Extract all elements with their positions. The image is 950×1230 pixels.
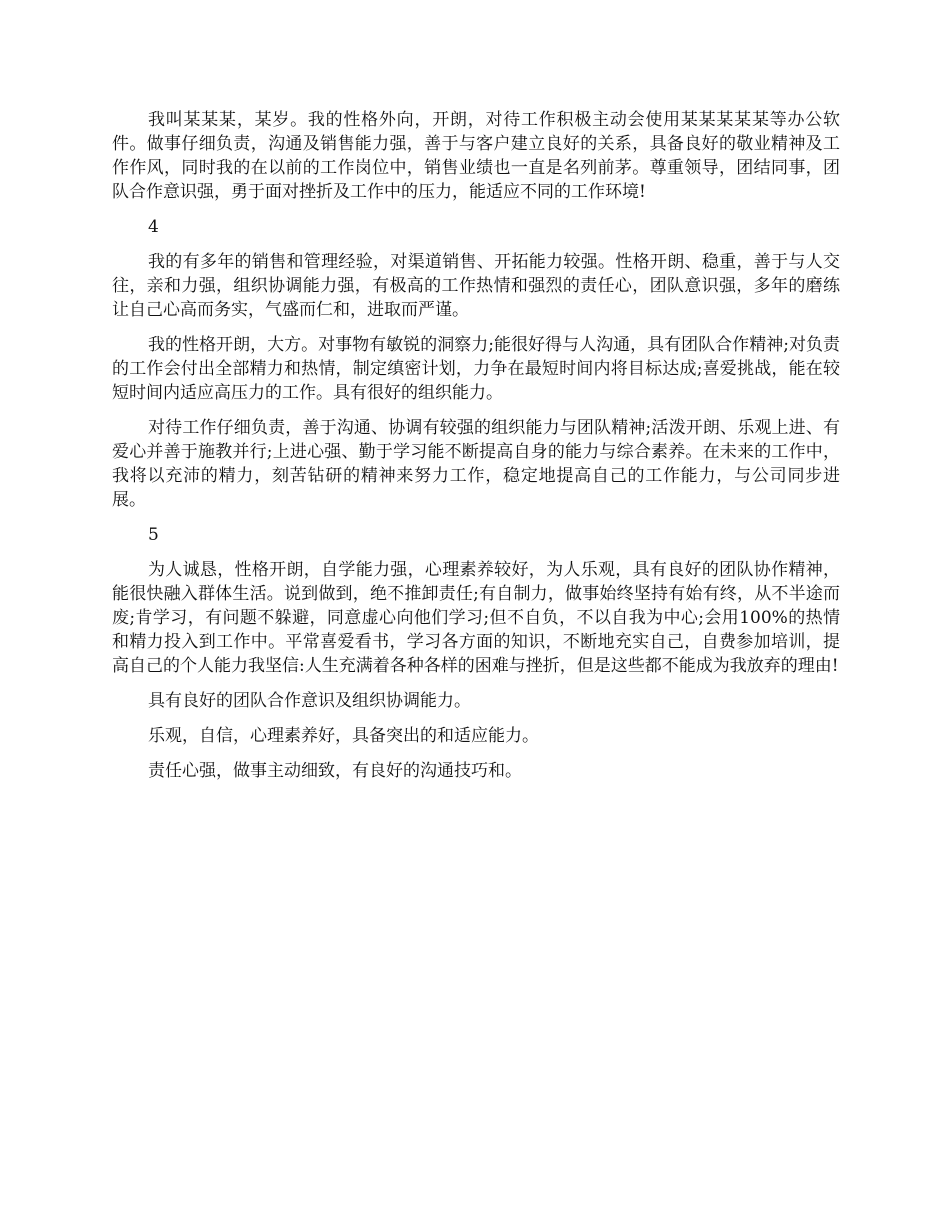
- paragraph: 责任心强，做事主动细致，有良好的沟通技巧和。: [148, 761, 522, 781]
- paragraph: 我叫某某某，某岁。我的性格外向，开朗，对待工作积极主动会使用某某某某某等办公软件。做事仔细负责，沟通及销售能力强，善于与客户建立良好的关系，具备良好的敬业精神及工作作风，同时我的在以前的工作岗位中，销售业绩也一直是名列前茅。尊重领导，团结同事，团队合作意识强，勇于面对挫折及工作中的压力，能适应不同的工作环境!: [112, 110, 840, 202]
- section-number: 4: [148, 217, 159, 237]
- paragraph: 具有良好的团队合作意识及组织协调能力。: [148, 691, 471, 711]
- paragraph: 乐观，自信，心理素养好，具备突出的和适应能力。: [148, 726, 539, 746]
- paragraph: 为人诚恳，性格开朗，自学能力强，心理素养较好，为人乐观，具有良好的团队协作精神，能很快融入群体生活。说到做到，绝不推卸责任;有自制力，做事始终坚持有始有终，从不半途而废;肯学习，有问题不躲避，同意虚心向他们学习;但不自负，不以自我为中心;会用100%的热情和精力投入到工作中。平常喜爱看书，学习各方面的知识，不断地充实自己，自费参加培训，提高自己的个人能力我坚信:人生充满着各种各样的困难与挫折，但是这些都不能成为我放弃的理由!: [112, 560, 840, 676]
- paragraph: 对待工作仔细负责，善于沟通、协调有较强的组织能力与团队精神;活泼开朗、乐观上进、有爱心并善于施教并行;上进心强、勤于学习能不断提高自身的能力与综合素养。在未来的工作中，我将以充沛的精力，刻苦钻研的精神来努力工作，稳定地提高自己的工作能力，与公司同步进展。: [112, 418, 840, 510]
- paragraph: 我的有多年的销售和管理经验，对渠道销售、开拓能力较强。性格开朗、稳重，善于与人交往，亲和力强，组织协调能力强，有极高的工作热情和强烈的责任心，团队意识强，多年的磨练让自己心高而务实，气盛而仁和，进取而严谨。: [112, 252, 840, 320]
- section-number: 5: [148, 525, 159, 545]
- document-page: [112, 108, 840, 794]
- paragraph: 我的性格开朗，大方。对事物有敏锐的洞察力;能很好得与人沟通，具有团队合作精神;对负责的工作会付出全部精力和热情，制定缜密计划，力争在最短时间内将目标达成;喜爱挑战，能在较短时间内适应高压力的工作。具有很好的组织能力。: [112, 335, 840, 403]
